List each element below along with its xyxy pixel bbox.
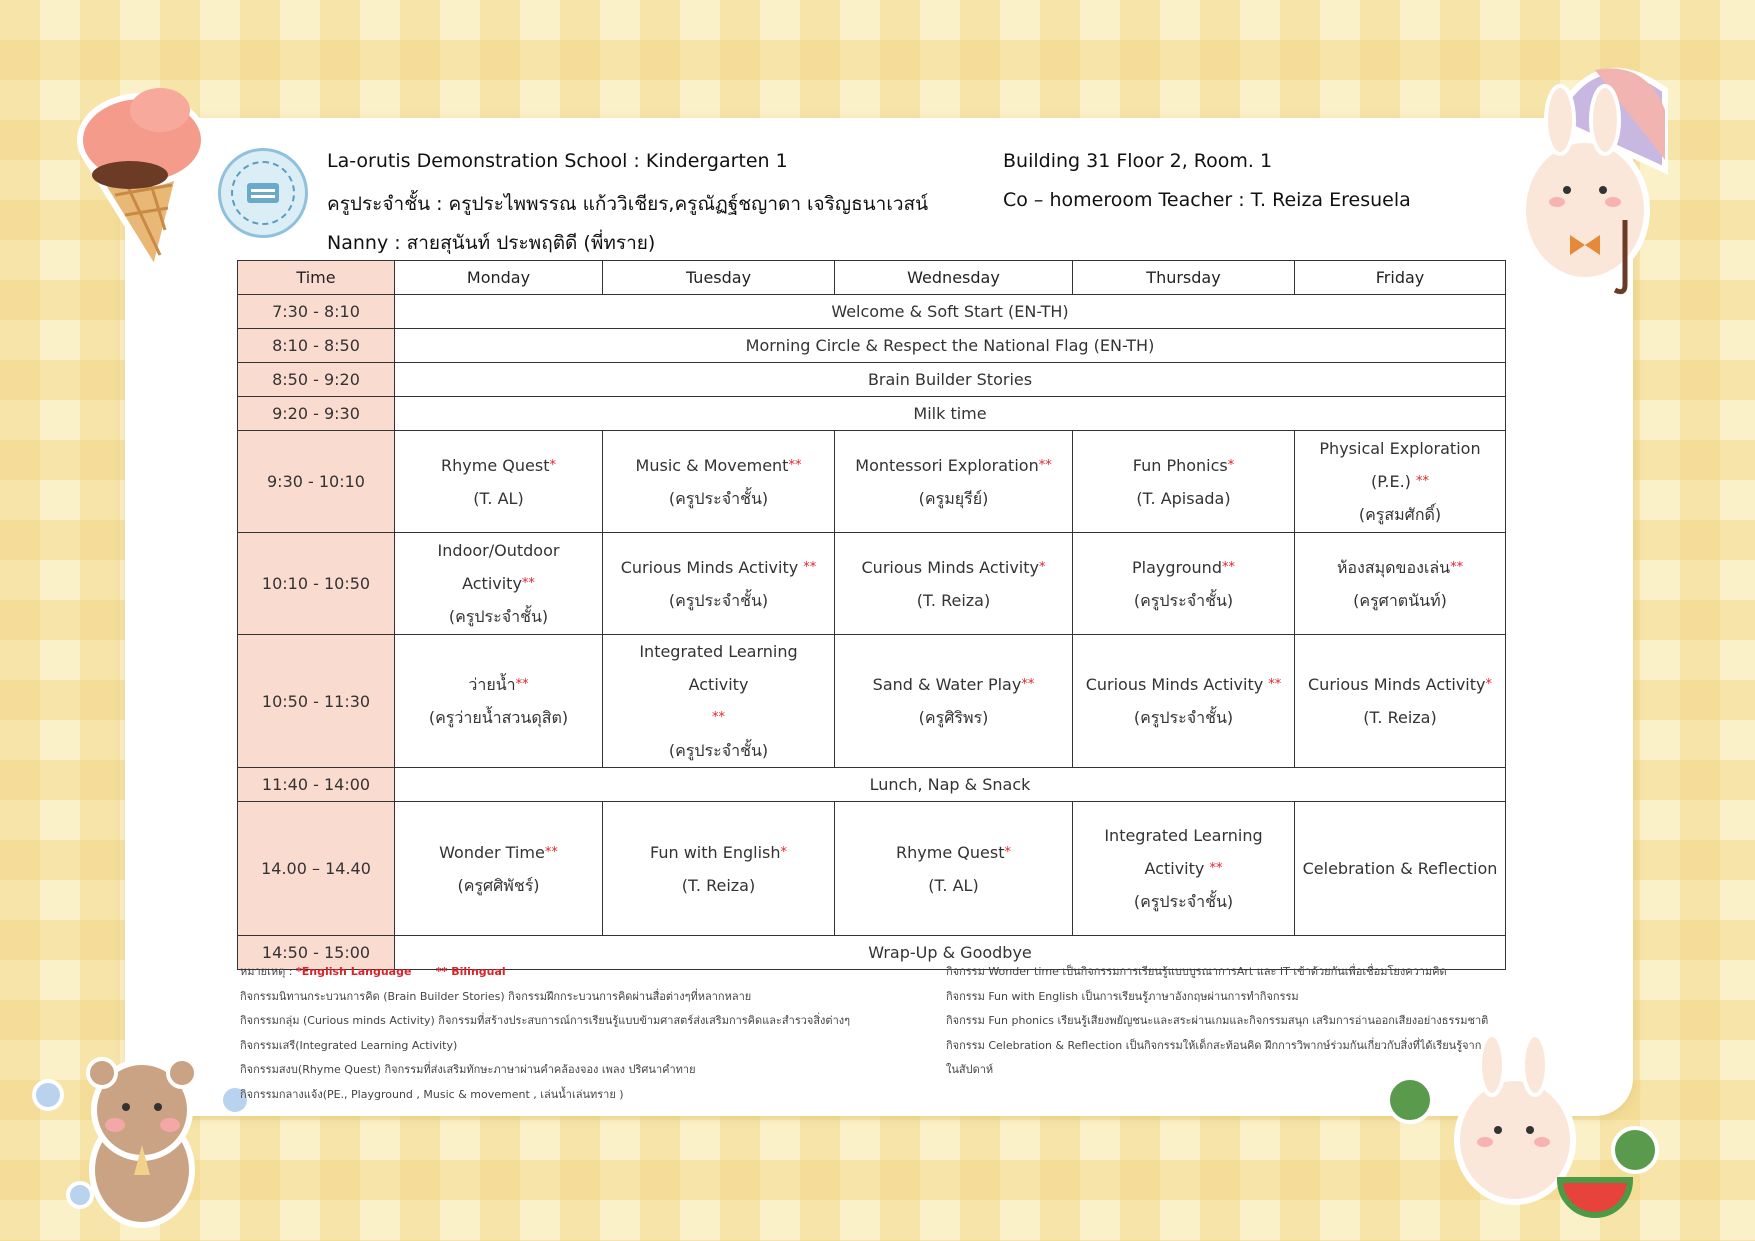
table-row xyxy=(238,363,1506,397)
activity-cell: ว่ายน้ำ** (ครูว่ายน้ำสวนดุสิต) xyxy=(395,635,603,768)
table-row xyxy=(238,431,1506,533)
time-cell: 10:10 - 10:50 xyxy=(238,533,395,635)
table-header-row xyxy=(238,261,1506,295)
activity-cell: Fun with English* (T. Reiza) xyxy=(603,802,835,936)
time-cell: 8:10 - 8:50 xyxy=(238,329,395,363)
notes-right xyxy=(946,960,1488,1083)
activity-cell: Curious Minds Activity* (T. Reiza) xyxy=(1295,635,1506,768)
activity-cell: Celebration & Reflection xyxy=(1295,802,1506,936)
time-cell: 10:50 - 11:30 xyxy=(238,635,395,768)
nanny: Nanny : สายสุนันท์ ประพฤติดี (พี่ทราย) xyxy=(327,232,656,254)
table-row xyxy=(238,295,1506,329)
school-logo xyxy=(218,148,308,238)
header-time: Time xyxy=(238,261,395,295)
co-homeroom-teacher: Co – homeroom Teacher : T. Reiza Eresuela xyxy=(1003,189,1411,211)
table-row xyxy=(238,768,1506,802)
time-cell: 9:20 - 9:30 xyxy=(238,397,395,431)
homeroom-teachers: ครูประจำชั้น : ครูประไพพรรณ แก้ววิเชียร,ครูณัฏฐ์ชญาดา เจริญธนาเวสน์ xyxy=(327,193,929,215)
activity-cell: Rhyme Quest* (T. AL) xyxy=(835,802,1073,936)
bunny-umbrella-icon xyxy=(1515,50,1675,300)
school-name: La-orutis Demonstration School : Kindergarten 1 xyxy=(327,150,788,172)
activity-cell: ห้องสมุดของเล่น** (ครูศาตนันท์) xyxy=(1295,533,1506,635)
activity-cell: Wonder Time** (ครูศศิพัชร์) xyxy=(395,802,603,936)
table-row xyxy=(238,329,1506,363)
activity-cell: Curious Minds Activity ** (ครูประจำชั้น) xyxy=(1073,635,1295,768)
activity-cell: Playground** (ครูประจำชั้น) xyxy=(1073,533,1295,635)
notes-left xyxy=(240,960,850,1107)
note-line: กิจกรรมนิทานกระบวนการคิด (Brain Builder Stories) กิจกรรมฝึกกระบวนการคิดผ่านสื่อต่างๆที่หลากหลาย xyxy=(240,989,752,1003)
note-line: กิจกรรมสงบ(Rhyme Quest) กิจกรรมที่ส่งเสริมทักษะภาษาผ่านคำคล้องจอง เพลง ปริศนาคำทาย xyxy=(240,1063,696,1076)
legend-line: หมายเหตุ : *English Language ** Bilingual xyxy=(240,965,506,978)
ice-cream-icon xyxy=(60,70,220,280)
building-room: Building 31 Floor 2, Room. 1 xyxy=(1003,150,1273,172)
note-line: กิจกรรมเสรี(Integrated Learning Activity) xyxy=(240,1038,458,1052)
table-row xyxy=(238,635,1506,768)
time-cell: 14:50 - 15:00 xyxy=(238,936,395,970)
span-activity: Brain Builder Stories xyxy=(395,363,1506,397)
note-line: กิจกรรม Fun phonics เรียนรู้เสียงพยัญชนะและสระผ่านเกมและกิจกรรมสนุก เสริมการอ่านออกเสียงอย่างธรรมชาติ xyxy=(946,1014,1489,1027)
time-cell: 11:40 - 14:00 xyxy=(238,768,395,802)
legend-bilingual: ** Bilingual xyxy=(435,965,506,978)
note-line: กิจกรรม Wonder time เป็นกิจกรรมการเรียนรู้แบบบูรณาการArt และ IT เข้าด้วยกันเพื่อเชื่อมโยงความคิด xyxy=(946,965,1447,978)
span-activity: Welcome & Soft Start (EN-TH) xyxy=(395,295,1506,329)
schedule-table xyxy=(237,260,1506,970)
header-wednesday: Wednesday xyxy=(835,261,1073,295)
legend-english: *English Language xyxy=(295,965,412,978)
time-cell: 9:30 - 10:10 xyxy=(238,431,395,533)
activity-cell: Fun Phonics* (T. Apisada) xyxy=(1073,431,1295,533)
note-line: ในสัปดาห์ xyxy=(946,1063,994,1076)
header-tuesday: Tuesday xyxy=(603,261,835,295)
span-activity: Morning Circle & Respect the National Flag (EN-TH) xyxy=(395,329,1506,363)
table-row xyxy=(238,533,1506,635)
header-friday: Friday xyxy=(1295,261,1506,295)
activity-cell: Indoor/Outdoor Activity** (ครูประจำชั้น) xyxy=(395,533,603,635)
header-thursday: Thursday xyxy=(1073,261,1295,295)
activity-cell: Curious Minds Activity* (T. Reiza) xyxy=(835,533,1073,635)
time-cell: 14.00 – 14.40 xyxy=(238,802,395,936)
activity-cell: Sand & Water Play** (ครูศิริพร) xyxy=(835,635,1073,768)
note-line: กิจกรรม Fun with English เป็นการเรียนรู้ภาษาอังกฤษผ่านการทำกิจกรรม xyxy=(946,989,1299,1003)
activity-cell: Music & Movement** (ครูประจำชั้น) xyxy=(603,431,835,533)
note-line: กิจกรรมกลางแจ้ง(PE., Playground , Music & movement , เล่นน้ำเล่นทราย ) xyxy=(240,1087,624,1101)
span-activity: Milk time xyxy=(395,397,1506,431)
header-monday: Monday xyxy=(395,261,603,295)
time-cell: 8:50 - 9:20 xyxy=(238,363,395,397)
note-line: กิจกรรมกลุ่ม (Curious minds Activity) กิจกรรมที่สร้างประสบการณ์การเรียนรู้แบบข้ามศาสตร์ส่งเสริมการคิดและสำรวจสิ่งต่างๆ xyxy=(240,1014,851,1027)
activity-cell: Physical Exploration (P.E.) ** (ครูสมศักดิ์) xyxy=(1295,431,1506,533)
activity-cell: Integrated Learning Activity ** (ครูประจำชั้น) xyxy=(603,635,835,768)
activity-cell: Rhyme Quest* (T. AL) xyxy=(395,431,603,533)
table-row xyxy=(238,802,1506,936)
time-cell: 7:30 - 8:10 xyxy=(238,295,395,329)
activity-cell: Montessori Exploration** (ครูมยุรีย์) xyxy=(835,431,1073,533)
note-line: กิจกรรม Celebration & Reflection เป็นกิจกรรมให้เด็กสะท้อนคิด ฝึกการวิพากษ์ร่วมกันเกี่ยวกับสิ่งที่ได้เรียนรู้จาก xyxy=(946,1038,1482,1052)
table-row xyxy=(238,397,1506,431)
activity-cell: Integrated Learning Activity ** (ครูประจำชั้น) xyxy=(1073,802,1295,936)
span-activity: Lunch, Nap & Snack xyxy=(395,768,1506,802)
teddy-bear-icon xyxy=(30,1035,270,1235)
activity-cell: Curious Minds Activity ** (ครูประจำชั้น) xyxy=(603,533,835,635)
span-activity: Wrap-Up & Goodbye xyxy=(395,936,1506,970)
